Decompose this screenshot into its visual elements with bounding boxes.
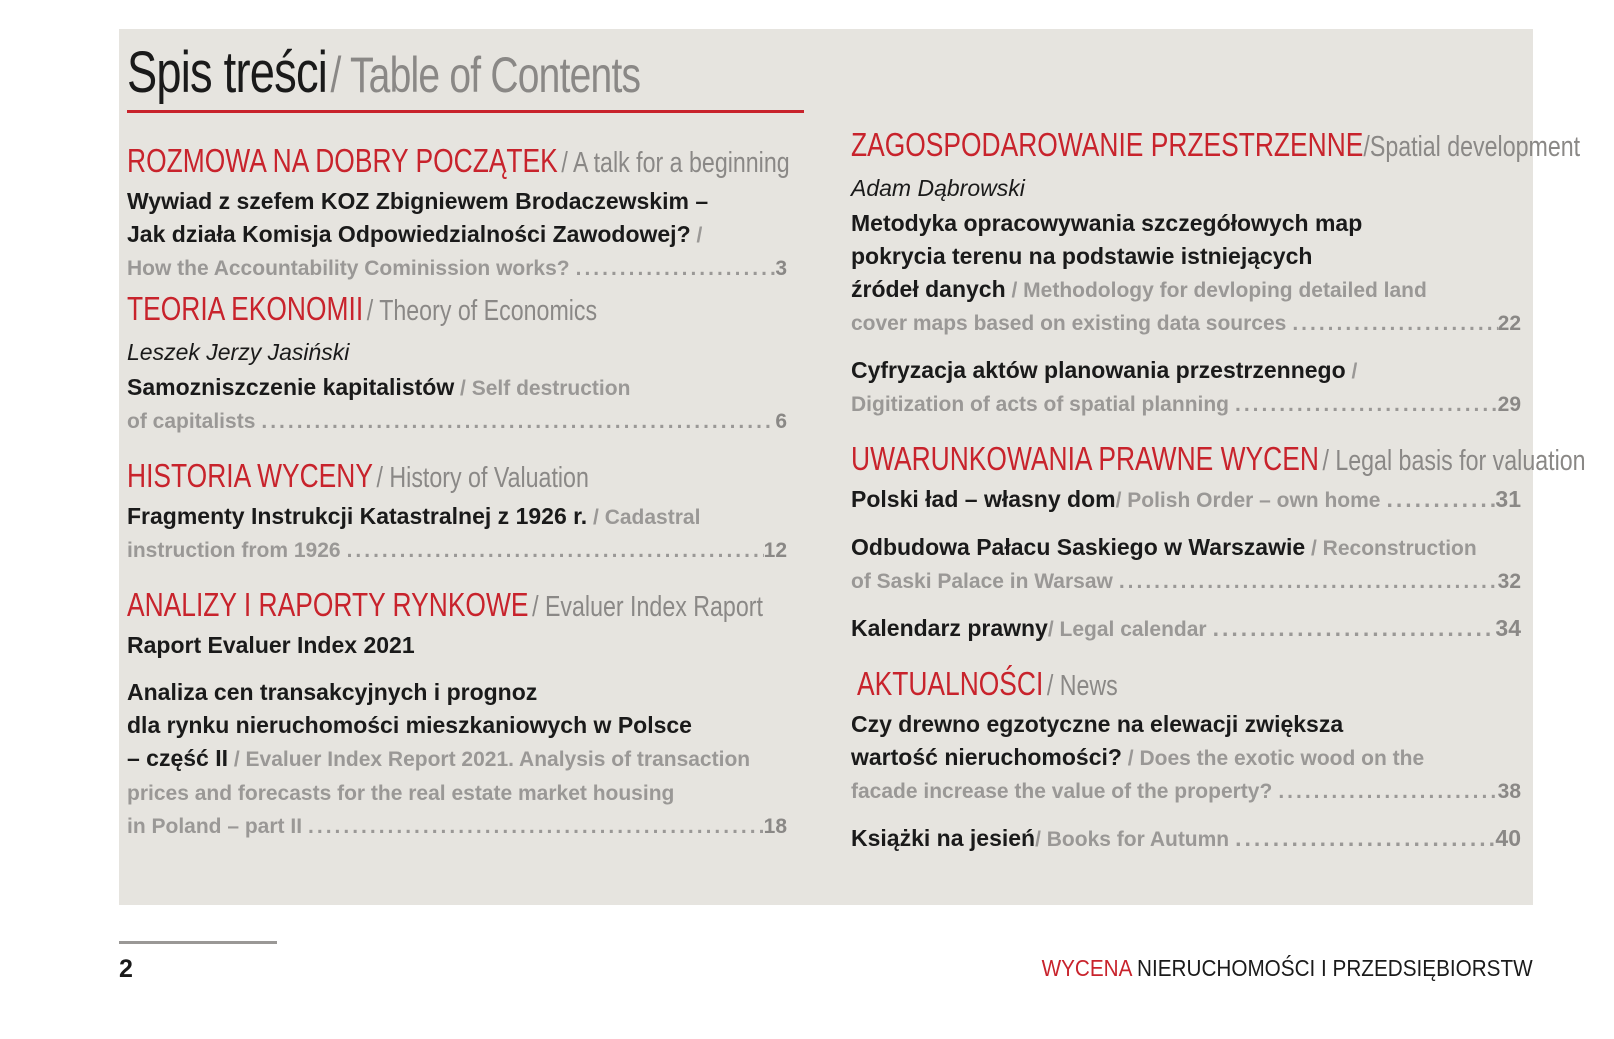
section-heading	[127, 137, 790, 185]
toc-entry[interactable]: cover maps based on existing data sources ..... 22	[851, 307, 1521, 340]
article-title[interactable]: Raport Evaluer Index 2021	[127, 632, 415, 658]
page-number: 29	[1497, 393, 1521, 416]
toc-entry[interactable]: Digitization of acts of spatial planning ..... 29	[851, 388, 1521, 421]
page-number: 31	[1495, 486, 1521, 512]
article-title[interactable]: Cyfryzacja aktów planowania przestrzennego /	[851, 357, 1358, 383]
page-number: 40	[1495, 825, 1521, 851]
section-name-en: /Spatial development	[1363, 131, 1581, 163]
toc-entry[interactable]: instruction from 1926 ..... 12	[127, 534, 787, 567]
section-name: AKTUALNOŚCI	[857, 665, 1044, 702]
page-number: 12	[763, 539, 787, 562]
page-number: 3	[775, 257, 787, 280]
section-name: UWARUNKOWANIA PRAWNE WYCEN	[851, 440, 1319, 477]
article-title-en[interactable]: prices and forecasts for the real estate market housing	[127, 782, 675, 805]
article-title[interactable]: Czy drewno egzotyczne na elewacji zwiększa	[851, 711, 1344, 737]
page-number: 34	[1495, 615, 1521, 641]
footer-rule	[119, 941, 277, 944]
page-number: 38	[1497, 780, 1521, 803]
article-title[interactable]: Metodyka opracowywania szczegółowych map	[851, 210, 1363, 236]
section-name-en: / Legal basis for valuation	[1322, 445, 1586, 477]
toc-entry[interactable]: of capitalists ..... 6	[127, 405, 787, 438]
section-name-en: / Theory of Economics	[366, 295, 598, 327]
toc-entry[interactable]: Kalendarz prawny / Legal calendar ..... 34	[851, 612, 1521, 646]
section-name: ROZMOWA NA DOBRY POCZĄTEK	[127, 142, 558, 179]
section-heading	[851, 435, 1586, 483]
author: Leszek Jerzy Jasiński	[127, 339, 350, 365]
page-number: 6	[775, 410, 787, 433]
article-title[interactable]: Samozniszczenie kapitalistów / Self destruction	[127, 374, 631, 400]
toc-panel	[119, 29, 1586, 905]
toc-entry[interactable]: How the Accountability Cominission works? ..... 3	[127, 252, 787, 285]
section-heading	[857, 660, 1521, 708]
title-en: / Table of Contents	[330, 47, 641, 103]
section-name-en: / News	[1046, 670, 1118, 702]
section-heading	[127, 452, 787, 500]
section-heading	[127, 285, 787, 333]
page-number-footer: 2	[119, 955, 133, 983]
article-title[interactable]: Jak działa Komisja Odpowiedzialności Zawodowej? /	[127, 221, 703, 247]
article-title[interactable]: wartość nieruchomości? / Does the exotic wood on the	[851, 744, 1425, 770]
toc-entry[interactable]: facade increase the value of the property? ..... 38	[851, 775, 1521, 808]
article-title[interactable]: źródeł danych / Methodology for devloping detailed land	[851, 276, 1427, 302]
article-title[interactable]: Analiza cen transakcyjnych i prognoz	[127, 679, 538, 705]
article-title[interactable]: dla rynku nieruchomości mieszkaniowych w Polsce	[127, 712, 692, 738]
toc-entry[interactable]: of Saski Palace in Warsaw ..... 32	[851, 565, 1521, 598]
author: Adam Dąbrowski	[851, 175, 1025, 201]
article-title[interactable]: Odbudowa Pałacu Saskiego w Warszawie / Reconstruction	[851, 534, 1477, 560]
left-column	[127, 137, 790, 843]
page-title	[127, 39, 640, 106]
title-pl: Spis treści	[127, 40, 328, 105]
section-heading	[851, 121, 1581, 169]
right-column	[851, 121, 1586, 856]
article-title[interactable]: pokrycia terenu na podstawie istniejących	[851, 243, 1313, 269]
section-name: HISTORIA WYCENY	[127, 457, 373, 494]
page-number: 22	[1497, 312, 1521, 335]
section-name: TEORIA EKONOMII	[127, 290, 364, 327]
article-title[interactable]: Fragmenty Instrukcji Katastralnej z 1926 r. / Cadastral	[127, 503, 701, 529]
title-underline	[127, 110, 804, 113]
page-number: 32	[1497, 570, 1521, 593]
section-name: ANALIZY I RAPORTY RYNKOWE	[127, 586, 529, 623]
journal-title: WYCENA NIERUCHOMOŚCI I PRZEDSIĘBIORSTW	[1041, 955, 1533, 981]
toc-entry[interactable]: in Poland – part II ..... 18	[127, 810, 787, 843]
section-name-en: / History of Valuation	[376, 462, 589, 494]
toc-entry[interactable]: Polski ład – własny dom / Polish Order – own home ..... 31	[851, 483, 1521, 517]
section-name: ZAGOSPODAROWANIE PRZESTRZENNE	[851, 126, 1364, 163]
article-title[interactable]: Wywiad z szefem KOZ Zbigniewem Brodaczewskim –	[127, 188, 709, 214]
article-title[interactable]: – część II / Evaluer Index Report 2021. Analysis of transaction	[127, 745, 751, 771]
page-number: 18	[763, 815, 787, 838]
section-name-en: / Evaluer Index Raport	[532, 591, 763, 623]
section-heading	[127, 581, 787, 629]
section-name-en: / A talk for a beginning	[561, 147, 790, 179]
toc-entry[interactable]: Książki na jesień / Books for Autumn ..... 40	[851, 822, 1521, 856]
